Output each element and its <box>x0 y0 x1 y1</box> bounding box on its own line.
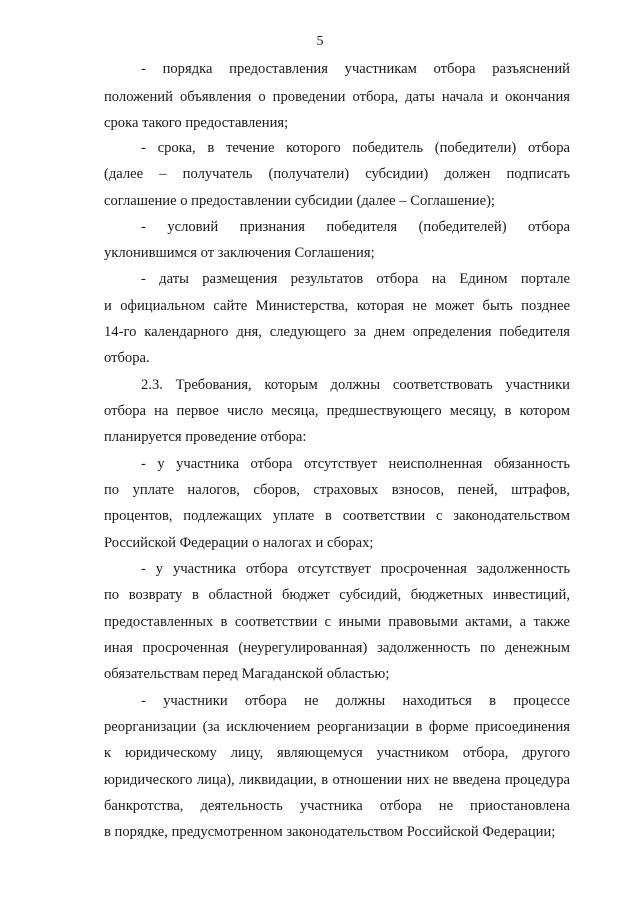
text-line: юридического лица), ликвидации, в отношении них не введена процедура <box>104 772 570 788</box>
text-line: обязательствам перед Магаданской областью; <box>104 666 390 682</box>
text-line: и официальном сайте Министерства, которая не может быть позднее <box>104 298 570 314</box>
text-line: - срока, в течение которого победитель (победители) отбора <box>141 140 570 156</box>
text-line: банкротства, деятельность участника отбора не приостановлена <box>104 798 570 814</box>
text-line: к юридическому лицу, являющемуся участником отбора, другого <box>104 745 570 761</box>
text-line: положений объявления о проведении отбора, даты начала и окончания <box>104 89 570 105</box>
text-line: - у участника отбора отсутствует неисполненная обязанность <box>141 456 570 472</box>
text-line: реорганизации (за исключением реорганизации в форме присоединения <box>104 719 570 735</box>
text-line: 14-го календарного дня, следующего за днем определения победителя <box>104 324 570 340</box>
text-line: - даты размещения результатов отбора на Едином портале <box>141 271 570 287</box>
text-line: отбора на первое число месяца, предшествующего месяцу, в котором <box>104 403 570 419</box>
text-line: срока такого предоставления; <box>104 115 289 131</box>
text-line: - участники отбора не должны находиться в процессе <box>141 693 570 709</box>
text-line: иная просроченная (неурегулированная) задолженность по денежным <box>104 640 570 656</box>
text-line: уклонившимся от заключения Соглашения; <box>104 245 375 261</box>
text-line: - у участника отбора отсутствует просроченная задолженность <box>141 561 570 577</box>
text-line: планируется проведение отбора: <box>104 429 307 445</box>
text-line: 2.3. Требования, которым должны соответствовать участники <box>141 377 570 393</box>
text-line: предоставленных в соответствии с иными правовыми актами, а также <box>104 614 570 630</box>
page-number: 5 <box>316 34 324 49</box>
text-line: (далее – получатель (получатели) субсидии) должен подписать <box>104 166 570 182</box>
text-line: - условий признания победителя (победителей) отбора <box>141 219 570 235</box>
text-line: Российской Федерации о налогах и сборах; <box>104 535 374 551</box>
text-line: отбора. <box>104 350 150 366</box>
text-line: процентов, подлежащих уплате в соответствии с законодательством <box>104 508 570 524</box>
text-line: - порядка предоставления участникам отбора разъяснений <box>141 61 570 77</box>
text-line: по возврату в областной бюджет субсидий, бюджетных инвестиций, <box>104 587 570 603</box>
text-line: соглашение о предоставлении субсидии (далее – Соглашение); <box>104 193 495 209</box>
text-line: в порядке, предусмотренном законодательством Российской Федерации; <box>104 824 556 840</box>
text-line: по уплате налогов, сборов, страховых взносов, пеней, штрафов, <box>104 482 570 498</box>
